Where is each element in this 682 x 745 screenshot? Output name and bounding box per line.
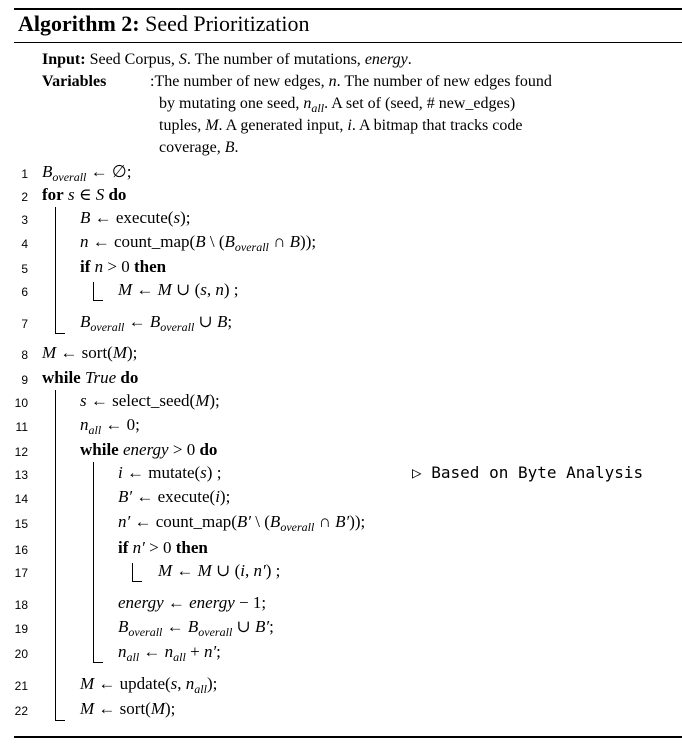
code-line: if n > 0 then [80, 257, 167, 276]
code-line: s ← select_seed(M); [80, 391, 220, 410]
code-line: M ← sort(M); [42, 343, 138, 362]
line-number: 10 [14, 396, 28, 410]
line-number: 11 [15, 420, 28, 434]
variables-line-4: coverage, B. [159, 139, 239, 156]
title-rule [14, 42, 682, 43]
for-block-tick [55, 333, 65, 334]
line-number: 19 [14, 622, 28, 636]
variables-line-1: :The number of new edges, n. The number of new edges found [150, 73, 552, 90]
code-line: $B_{overall}$ ← $B_{overall}$ ∪ B; [80, 312, 233, 334]
line-number: 5 [21, 262, 28, 276]
algorithm-title [18, 11, 309, 37]
line-number: 12 [14, 445, 28, 459]
top-rule [14, 8, 682, 10]
if-block-line [93, 282, 94, 300]
variables-label: Variables [42, 73, 107, 90]
while-block-line [55, 390, 56, 720]
line-number: 22 [14, 704, 28, 718]
for-block-line [55, 207, 56, 333]
comment-text: ▷ Based on Byte Analysis [412, 463, 644, 482]
bottom-rule [14, 736, 682, 738]
code-line: if n′ > 0 then [118, 538, 208, 557]
input-label: Input: [42, 51, 86, 68]
line-number: 20 [14, 647, 28, 661]
code-line: B′ ← execute(i); [118, 487, 231, 506]
inner-if-block-line [132, 563, 133, 581]
algorithm-label: Algorithm 2: [18, 11, 140, 36]
line-number: 4 [21, 237, 28, 251]
code-line: for s ∈ S do [42, 185, 127, 204]
variables-line-2: by mutating one seed, $n_{all}$. A set of (seed, # new_edges) [159, 95, 516, 115]
line-number: 13 [14, 468, 28, 482]
line-number: 7 [21, 317, 28, 331]
input-row: Input: Seed Corpus, S. The number of mutations, energy. [42, 51, 412, 68]
line-number: 1 [21, 167, 28, 181]
line-number: 18 [14, 598, 28, 612]
variables-row [42, 72, 106, 92]
code-line: while True do [42, 368, 139, 387]
line-number: 17 [14, 566, 28, 580]
line-number: 2 [21, 190, 28, 204]
code-line: i ← mutate(s) ; [118, 463, 222, 482]
line-number: 16 [14, 543, 28, 557]
code-line: M ← update(s, $n_{all}$); [80, 674, 218, 696]
while-block-tick [55, 720, 65, 721]
line-number: 21 [14, 679, 28, 693]
code-line: $B_{overall}$ ← $B_{overall}$ ∪ B′; [118, 617, 274, 639]
variables-line-3: tuples, M. A generated input, i. A bitmap that tracks code [159, 117, 523, 134]
line-number: 3 [21, 213, 28, 227]
algorithm-name: Seed Prioritization [145, 11, 310, 36]
while-energy-block-line [93, 462, 94, 662]
code-line: M ← M ∪ (s, n) ; [118, 280, 239, 299]
while-energy-block-tick [93, 662, 103, 663]
code-line: M ← M ∪ (i, n′) ; [158, 561, 281, 580]
code-line: $B_{overall}$ ← ∅; [42, 162, 132, 184]
code-line: $n_{all}$ ← 0; [80, 415, 140, 437]
line-number: 14 [14, 492, 28, 506]
code-line: while energy > 0 do [80, 440, 218, 459]
line-number: 15 [14, 517, 28, 531]
code-line: n ← count_map(B \ ($B_{overall}$ ∩ B)); [80, 232, 317, 254]
code-line: $n_{all}$ ← $n_{all} + n'$; [118, 642, 221, 664]
inner-if-block-tick [132, 581, 142, 582]
line-number: 8 [21, 348, 28, 362]
line-number: 6 [21, 285, 28, 299]
code-line: B ← execute(s); [80, 208, 191, 227]
if-block-tick [93, 300, 103, 301]
code-line: energy ← energy − 1; [118, 593, 267, 612]
code-line: n′ ← count_map(B′ \ ($B_{overall}$ ∩ B′)); [118, 512, 366, 534]
code-line: M ← sort(M); [80, 699, 176, 718]
line-number: 9 [21, 373, 28, 387]
